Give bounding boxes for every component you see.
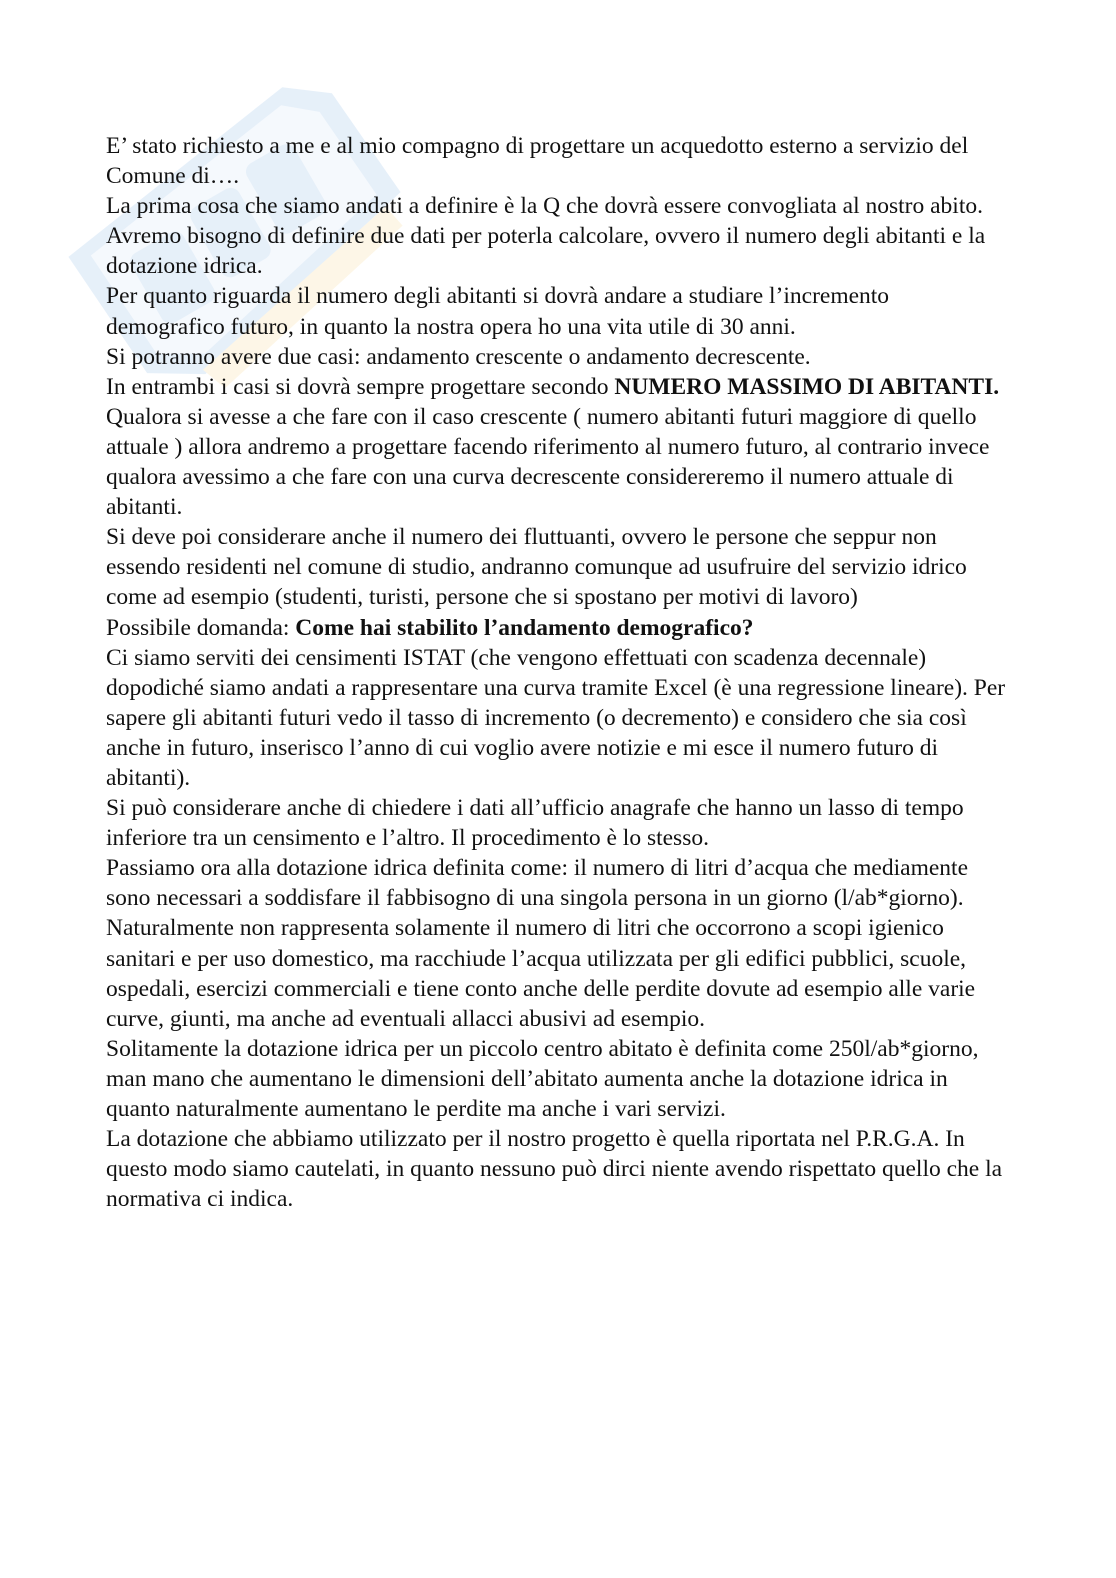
paragraph-text: Qualora si avesse a che fare con il caso crescente ( numero abitanti futuri maggiore di quello attuale ) allora andremo a progettare facendo riferimento al numero futuro, al contrario invece qualora avessimo a che fare con una curva decrescente considereremo il numero attuale di abitanti. [106, 403, 990, 521]
paragraph-text: Passiamo ora alla dotazione idrica definita come: il numero di litri d’acqua che mediamente sono necessari a soddisfare il fabbisogno di una singola persona in un giorno (l/ab*giorno). [106, 855, 968, 912]
emphasis-text: NUMERO MASSIMO DI ABITANTI. [614, 373, 1000, 400]
paragraph-text: Naturalmente non rappresenta solamente il numero di litri che occorrono a scopi igienico sanitari e per uso domestico, ma racchiude l’acqua utilizzata per gli edifici pubblici, scuole, ospedali, esercizi commerciali e tiene conto anche delle perdite dovute ad esempio alle varie curve, giunti, ma anche ad eventuali allacci abusivi ad esempio. [106, 915, 976, 1032]
paragraph-text: Si deve poi considerare anche il numero dei fluttuanti, ovvero le persone che seppur non essendo residenti nel comune di studio, andranno comunque ad usufruire del servizio idrico come ad esempio (studenti, turisti, persone che si spostano per motivi di lavoro) [106, 524, 967, 611]
paragraph-text: Per quanto riguarda il numero degli abitanti si dovrà andare a studiare l’incremento demografico futuro, in quanto la nostra opera ho una vita utile di 30 anni. [106, 283, 890, 340]
paragraph-text: Ci siamo serviti dei censimenti ISTAT (che vengono effettuati con scadenza decennale) dopodiché siamo andati a rappresentare una curva tramite Excel (è una regressione lineare). Per sapere gli abitanti futuri vedo il tasso di incremento (o decremento) e considero che sia così anche in futuro, inserisco l’anno di cui voglio avere notizie e mi esce il numero futuro di abitanti). [106, 644, 1006, 791]
paragraph-text: Si potranno avere due casi: andamento crescente o andamento decrescente. [106, 343, 811, 370]
paragraph-4 [106, 281, 1006, 341]
paragraph-1 [106, 131, 1006, 191]
paragraph-text: E’ stato richiesto a me e al mio compagno di progettare un acquedotto esterno a servizio del Comune di…. [106, 133, 969, 190]
paragraph-text: In entrambi i casi si dovrà sempre progettare secondo [106, 373, 615, 400]
paragraph-text: La dotazione che abbiamo utilizzato per il nostro progetto è quella riportata nel P.R.G.A. In questo modo siamo cautelati, in quanto nessuno può dirci niente avendo rispettato quello che la normativa ci indica. [106, 1126, 1003, 1213]
paragraph-text: Avremo bisogno di definire due dati per poterla calcolare, ovvero il numero degli abitanti e la dotazione idrica. [106, 223, 986, 280]
paragraph-5 [106, 342, 1006, 372]
paragraph-2 [106, 191, 1006, 221]
paragraph-text: Solitamente la dotazione idrica per un piccolo centro abitato è definita come 250l/ab*giorno, man mano che aumentano le dimensioni dell’abitato aumenta anche la dotazione idrica in quanto naturalmente aumentano le perdite ma anche i vari servizi. [106, 1035, 979, 1122]
paragraph-11 [106, 793, 1006, 853]
paragraph-10 [106, 643, 1006, 793]
paragraph-13 [106, 913, 1006, 1033]
paragraph-12 [106, 853, 1006, 913]
question-text: Come hai stabilito l’andamento demografico? [295, 614, 754, 641]
paragraph-9 [106, 613, 1006, 643]
paragraph-14 [106, 1034, 1006, 1124]
paragraph-6 [106, 372, 1006, 402]
paragraph-text: La prima cosa che siamo andati a definire è la Q che dovrà essere convogliata al nostro abito. [106, 193, 983, 220]
paragraph-text: Possibile domanda: [106, 614, 296, 641]
document-body [106, 131, 1006, 1214]
paragraph-7 [106, 402, 1006, 522]
paragraph-8 [106, 522, 1006, 612]
paragraph-3 [106, 221, 1006, 281]
paragraph-text: Si può considerare anche di chiedere i dati all’ufficio anagrafe che hanno un lasso di tempo inferiore tra un censimento e l’altro. Il procedimento è lo stesso. [106, 795, 964, 852]
paragraph-15 [106, 1124, 1006, 1214]
